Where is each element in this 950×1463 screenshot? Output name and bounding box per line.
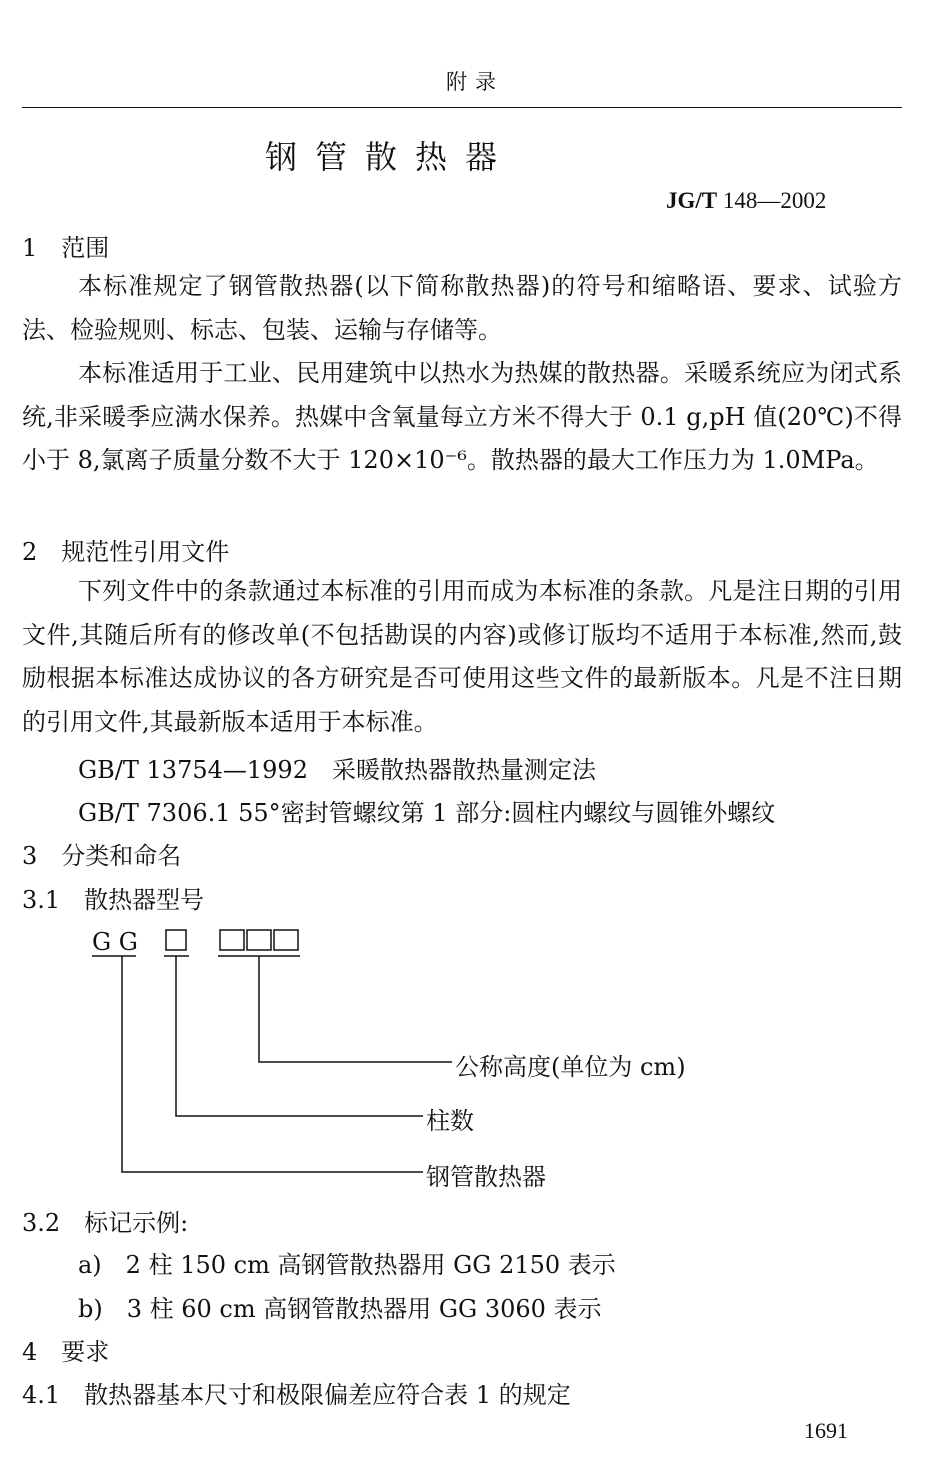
code-prefix: G G bbox=[92, 928, 138, 956]
label-column-count: 柱数 bbox=[426, 1107, 474, 1135]
running-header: 附录 bbox=[446, 70, 504, 94]
section-4-1-heading: 4.1 散热器基本尺寸和极限偏差应符合表 1 的规定 bbox=[22, 1381, 571, 1409]
section-1-paragraph-2: 本标准适用于工业、民用建筑中以热水为热媒的散热器。采暖系统应为闭式系统,非采暖季应满水保养。热媒中含氧量每立方米不得大于 0.1 g,pH 值(20℃)不得小于 8,氯离子质量分数不大于 120×10⁻⁶。散热器的最大工作压力为 1.0MPa。 bbox=[22, 359, 902, 474]
standard-code: 148—2002 bbox=[717, 188, 827, 213]
column-leader bbox=[176, 956, 423, 1116]
section-3-2-heading: 3.2 标记示例: bbox=[22, 1209, 189, 1237]
reference-2: GB/T 7306.1 55°密封管螺纹第 1 部分:圆柱内螺纹与圆锥外螺纹 bbox=[78, 799, 776, 827]
height-box-3 bbox=[274, 930, 298, 950]
section-1-heading: 1 范围 bbox=[22, 234, 110, 262]
type-leader bbox=[122, 956, 423, 1172]
example-a: a) 2 柱 150 cm 高钢管散热器用 GG 2150 表示 bbox=[78, 1251, 616, 1279]
label-steel-radiator: 钢管散热器 bbox=[426, 1163, 546, 1191]
example-b: b) 3 柱 60 cm 高钢管散热器用 GG 3060 表示 bbox=[78, 1295, 602, 1323]
height-leader bbox=[259, 956, 452, 1062]
section-4-heading: 4 要求 bbox=[22, 1338, 110, 1366]
section-2-heading: 2 规范性引用文件 bbox=[22, 538, 230, 566]
page-number: 1691 bbox=[804, 1418, 848, 1443]
document-title: 钢管散热器 bbox=[264, 138, 515, 176]
height-box-1 bbox=[220, 930, 244, 950]
reference-1: GB/T 13754—1992 采暖散热器散热量测定法 bbox=[78, 756, 596, 784]
section-2-paragraph-1: 下列文件中的条款通过本标准的引用而成为本标准的条款。凡是注日期的引用文件,其随后所有的修改单(不包括勘误的内容)或修订版均不适用于本标准,然而,鼓励根据本标准达成协议的各方研究是否可使用这些文件的最新版本。凡是不注日期的引用文件,其最新版本适用于本标准。 bbox=[22, 577, 902, 736]
column-box bbox=[166, 930, 186, 950]
section-3-heading: 3 分类和命名 bbox=[22, 842, 182, 870]
section-3-1-heading: 3.1 散热器型号 bbox=[22, 886, 205, 914]
height-box-2 bbox=[247, 930, 271, 950]
section-1-paragraph-1: 本标准规定了钢管散热器(以下简称散热器)的符号和缩略语、要求、试验方法、检验规则、标志、包装、运输与存储等。 bbox=[22, 272, 902, 344]
standard-prefix: JG/T bbox=[666, 188, 718, 213]
label-nominal-height: 公称高度(单位为 cm) bbox=[455, 1053, 686, 1081]
